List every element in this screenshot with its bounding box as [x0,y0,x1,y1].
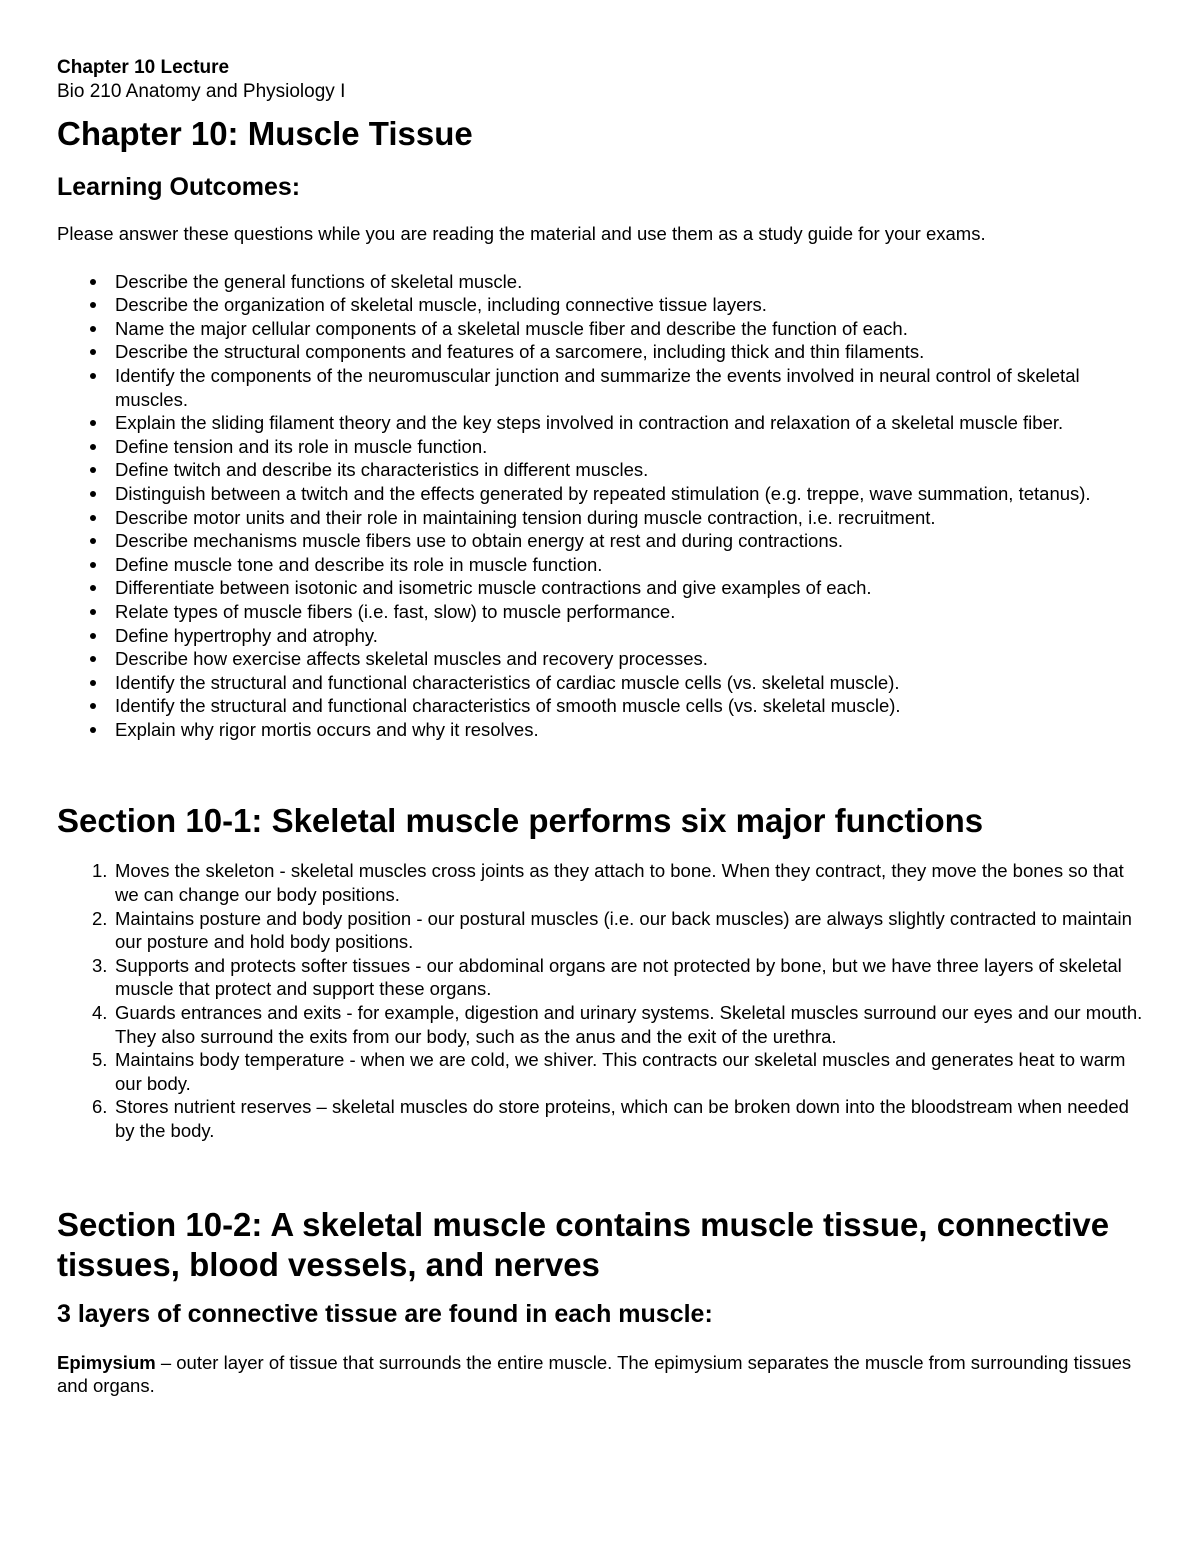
bullet-icon [90,349,96,355]
list-item [57,624,1152,648]
item-number: 4. [92,1002,108,1024]
muscle-functions-list [57,859,1152,1142]
bullet-icon [90,515,96,521]
list-item-text: Stores nutrient reserves – skeletal muscles do store proteins, which can be broken down into the bloodstream when needed by the body. [115,1096,1129,1141]
bullet-icon [90,703,96,709]
list-item-text: Guards entrances and exits - for example, digestion and urinary systems. Skeletal muscles surround our eyes and our mouth. They also surround the exits from our body, such as the anus and the exit of the urethra. [115,1002,1143,1047]
list-item [57,954,1152,1001]
list-item-text: Maintains body temperature - when we are cold, we shiver. This contracts our skeletal muscles and generates heat to warm our body. [115,1049,1126,1094]
item-number: 3. [92,954,108,976]
list-item-text: Explain why rigor mortis occurs and why it resolves. [115,718,539,740]
bullet-icon [90,326,96,332]
list-item [57,576,1152,600]
bullet-icon [90,727,96,733]
list-item-text: Differentiate between isotonic and isometric muscle contractions and give examples of each. [115,577,872,599]
list-item-text: Describe the structural components and features of a sarcomere, including thick and thin filaments. [115,341,925,363]
learning-outcomes-intro: Please answer these questions while you are reading the material and use them as a study guide for your exams. [57,223,986,244]
bullet-icon [90,585,96,591]
list-item-text: Explain the sliding filament theory and the key steps involved in contraction and relaxation of a skeletal muscle fiber. [115,412,1064,434]
list-item-text: Identify the components of the neuromuscular junction and summarize the events involved in neural control of skeletal muscles. [115,364,1080,410]
list-item [57,529,1152,553]
list-item-text: Define tension and its role in muscle function. [115,435,488,457]
list-item-text: Maintains posture and body position - our postural muscles (i.e. our back muscles) are always slightly contracted to maintain our posture and hold body positions. [115,907,1132,953]
list-item-text: Describe the organization of skeletal muscle, including connective tissue layers. [115,294,767,316]
list-item-text: Identify the structural and functional characteristics of cardiac muscle cells (vs. skeletal muscle). [115,671,900,693]
list-item [57,600,1152,624]
list-item [57,907,1152,954]
section-10-2-heading: Section 10-2: A skeletal muscle contains muscle tissue, connective tissues, blood vessels, and nerves [57,1205,1110,1283]
list-item-text: Name the major cellular components of a skeletal muscle fiber and describe the function of each. [115,317,908,339]
bullet-icon [90,302,96,308]
bullet-icon [90,491,96,497]
document-page [57,56,1152,1398]
bullet-icon [90,420,96,426]
item-number: 5. [92,1049,108,1071]
list-item-text: Describe how exercise affects skeletal muscles and recovery processes. [115,648,708,670]
list-item-text: Relate types of muscle fibers (i.e. fast, slow) to muscle performance. [115,600,676,622]
learning-outcomes-list [57,270,1152,742]
epimysium-definition: – outer layer of tissue that surrounds the entire muscle. The epimysium separates the muscle from surrounding tissues and organs. [57,1351,1132,1397]
list-item-text: Moves the skeleton - skeletal muscles cross joints as they attach to bone. When they contract, they move the bones so that we can change our body positions. [115,860,1124,906]
list-item [57,506,1152,530]
list-item [57,553,1152,577]
list-item [57,671,1152,695]
list-item-text: Supports and protects softer tissues - our abdominal organs are not protected by bone, but we have three layers of skeletal muscle that protect and support these organs. [115,954,1122,1000]
list-item-text: Define twitch and describe its characteristics in different muscles. [115,459,649,481]
list-item [57,458,1152,482]
section-10-1-heading: Section 10-1: Skeletal muscle performs six major functions [57,802,984,840]
list-item [57,694,1152,718]
list-item [57,411,1152,435]
list-item [57,1095,1152,1142]
bullet-icon [90,373,96,379]
list-item [57,293,1152,317]
bullet-icon [90,538,96,544]
list-item [57,435,1152,459]
list-item-text: Describe motor units and their role in maintaining tension during muscle contraction, i.e. recruitment. [115,506,936,528]
bullet-icon [90,279,96,285]
connective-layers-heading: 3 layers of connective tissue are found in each muscle: [57,1299,713,1328]
bullet-icon [90,609,96,615]
list-item [57,270,1152,294]
list-item [57,364,1152,411]
epimysium-term: Epimysium [57,1351,156,1373]
list-item [57,647,1152,671]
list-item-text: Describe mechanisms muscle fibers use to obtain energy at rest and during contractions. [115,530,844,552]
course-name: Bio 210 Anatomy and Physiology I [57,81,346,102]
list-item [57,859,1152,906]
list-item [57,482,1152,506]
lecture-title: Chapter 10 Lecture [57,57,230,78]
bullet-icon [90,680,96,686]
list-item [57,718,1152,742]
item-number: 1. [92,860,108,882]
list-item-text: Describe the general functions of skeletal muscle. [115,270,523,292]
bullet-icon [90,444,96,450]
list-item [57,340,1152,364]
bullet-icon [90,656,96,662]
list-item-text: Distinguish between a twitch and the effects generated by repeated stimulation (e.g. treppe, wave summation, tetanus). [115,482,1091,504]
learning-outcomes-heading: Learning Outcomes: [57,173,301,201]
epimysium-paragraph [57,1351,1152,1398]
list-item-text: Define hypertrophy and atrophy. [115,624,378,646]
list-item-text: Define muscle tone and describe its role in muscle function. [115,553,603,575]
list-item-text: Identify the structural and functional characteristics of smooth muscle cells (vs. skeletal muscle). [115,695,901,717]
item-number: 6. [92,1096,108,1118]
list-item [57,1001,1152,1048]
bullet-icon [90,562,96,568]
chapter-title: Chapter 10: Muscle Tissue [57,115,473,152]
bullet-icon [90,633,96,639]
list-item [57,1048,1152,1095]
list-item [57,317,1152,341]
item-number: 2. [92,907,108,929]
bullet-icon [90,467,96,473]
